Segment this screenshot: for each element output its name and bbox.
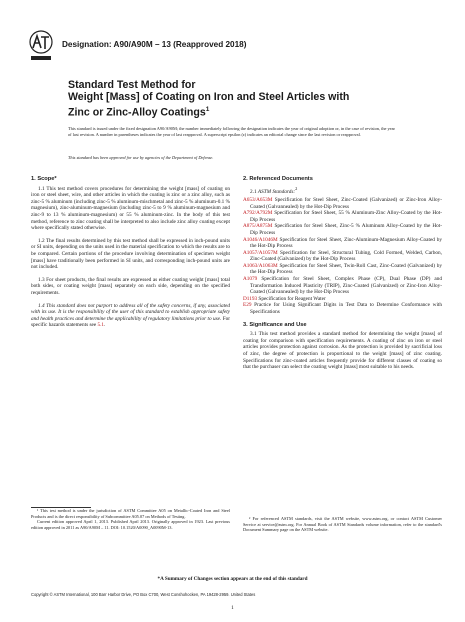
astm-standards-subheading: 2.1 ASTM Standards:$^2$ xyxy=(250,185,298,195)
designation: Designation: A90/A90M – 13 (Reapproved 2018) xyxy=(62,40,247,49)
reference-item: A1057/A1057M Specification for Steel, Structural Tubing, Cold Formed, Welded, Carbon, Zinc-Coated (Galvanized) by the Hot-Dip Process xyxy=(243,249,442,263)
reference-item: A1079 Specification for Steel Sheet, Complex Phase (CP), Dual Phase (DP) and Transformation Induced Plasticity (TRIP), Zinc-Coated (Galvanized) or Zinc-Iron Alloy-Coated (Galvannealed) by the Hot-Dip Process xyxy=(243,276,442,296)
reference-item: A1046/A1046M Specification for Steel Sheet, Zinc-Aluminum-Magnesium Alloy-Coated by the Hot-Dip Process xyxy=(243,236,442,250)
left-column xyxy=(31,176,230,335)
reference-code-link[interactable]: E29 xyxy=(243,302,252,309)
title-footnote-mark: 1 xyxy=(205,105,210,113)
paragraph-1-3: 1.3 For sheet products, the final results are expressed as either coating weight [mass] total both sides, or coating weight [mass] separately on each side, depending on the specified requirements. xyxy=(31,276,230,296)
reference-item: A653/A653M Specification for Steel Sheet, Zinc-Coated (Galvanized) or Zinc-Iron Alloy-Coated (Galvannealed) by the Hot-Dip Process xyxy=(243,196,442,210)
footnote-2: ² For referenced ASTM standards, visit the ASTM website, www.astm.org, or contact ASTM Customer Service at service@astm.org. For Annual Book of ASTM Standards volume information, refer to the standard's Document Summary page on the ASTM website. xyxy=(243,516,442,532)
footnote-left xyxy=(31,507,230,530)
issued-note: This standard is issued under the fixed designation A90/A90M; the number immediately following the designation indicates the year of original adoption or, in the case of revision, the year of last revision. A number in parentheses indicates the year of last reapproval. A superscript epsilon (ε) indicates an editorial change since the last revision or reapproval. xyxy=(68,126,395,137)
document-title xyxy=(68,80,388,119)
footnote-right xyxy=(243,516,442,533)
copyright-line: Copyright © ASTM International, 100 Barr Harbor Drive, PO Box C700, West Conshohocken, PA 19428-2959. United States xyxy=(31,592,256,597)
right-column xyxy=(243,176,442,377)
reference-code-link[interactable]: A653/A653M xyxy=(243,196,273,203)
footnote-1: ¹ This test method is under the jurisdiction of ASTM Committee A05 on Metallic-Coated Iron and Steel Products and is the direct responsibility of Subcommittee A05.07 on Methods of Testing. xyxy=(31,508,230,519)
section-5-1-link[interactable]: 5.1 xyxy=(97,322,105,329)
reference-code-link[interactable]: A1079 xyxy=(243,276,258,283)
reference-code-link[interactable]: A1063/A1063M xyxy=(243,262,278,269)
reference-code-link[interactable]: A792/A792M xyxy=(243,210,273,217)
paragraph-1-2: 1.2 The final results determined by this test method shall be expressed in inch-pound units or SI units, depending on the units used in the material specification to which the results are to be compared. Certain portions of the procedure involving determination of specimen weight [mass] have traditionally been performed in SI units, and corresponding inch-pound units are not included. xyxy=(31,237,230,271)
footnote-1-edition: Current edition approved April 1, 2013. Published April 2013. Originally approved in 1923. Last previous edition approved in 2011 as A90/A90M – 11. DOI: 10.1520/A0090_A0090M-13. xyxy=(31,519,230,530)
reference-item: A875/A875M Specification for Steel Sheet, Zinc-5 % Aluminum Alloy-Coated by the Hot-Dip Process xyxy=(243,223,442,236)
reference-code-link[interactable]: A875/A875M xyxy=(243,223,273,230)
page-number: 1 xyxy=(231,605,234,611)
reference-item: E29 Practice for Using Significant Digits in Test Data to Determine Conformance with Specifications xyxy=(243,302,442,316)
reference-code-link[interactable]: D1193 xyxy=(243,295,258,302)
approved-note: This standard has been approved for use by agencies of the Department of Defense. xyxy=(68,155,214,160)
reference-code-link[interactable]: A1046/A1046M xyxy=(243,236,278,243)
title-line-2: Weight [Mass] of Coating on Iron and Steel Articles with xyxy=(68,90,350,103)
paragraph-3-1: 3.1 This test method provides a standard method for determining the weight [mass] of coating for comparison with specification requirements. A coating of zinc on iron or steel articles provides protection against corrosion. As the protection is provided by sacrificial loss of zinc, the degree of protection is proportional to the weight [mass] of zinc coating. Specifications for zinc-coated articles frequently provide for different classes of coating so that the purchaser can select the coating weight [mass] most suitable to his needs. xyxy=(243,331,442,371)
reference-item: A1063/A1063M Specification for Steel Sheet, Twin-Roll Cast, Zinc-Coated (Galvanized) by the Hot-Dip Process xyxy=(243,262,442,276)
section-2-heading: 2. Referenced Documents xyxy=(243,176,313,182)
title-line-3: Zinc or Zinc-Alloy Coatings$^1$ xyxy=(68,105,210,119)
paragraph-1-4: 1.4 This standard does not purport to address all of the safety concerns, if any, associated with its use. It is the responsibility of the user of this standard to establish appropriate safety and health practices and determine the applicability of regulatory limitations prior to use. For specific hazards statements see 5.1. xyxy=(31,302,231,329)
reference-list xyxy=(243,197,442,316)
reference-code-link[interactable]: A1057/A1057M xyxy=(243,249,278,256)
paragraph-1-1: 1.1 This test method covers procedures for determining the weight [mass] of coating on iron or steel sheet, wire, and other articles in which the coating is zinc or a zinc alloy, such as zinc-5 % aluminum (including zinc-5 % aluminum-mischmetal and zinc-5 % aluminum-0.1 % magnesium), zinc-aluminum-magnesium (including zinc-5 to 9 % aluminum-magnesium and zinc-9 to 13 % aluminum-magnesium) or 55 % aluminum-zinc. In the body of this test method, reference to zinc coating shall be interpreted to also include zinc alloy coating except where specifically stated otherwise. xyxy=(31,185,230,232)
title-line-1: Standard Test Method for xyxy=(68,79,196,91)
section-1-heading: 1. Scope* xyxy=(31,176,57,182)
section-3-heading: 3. Significance and Use xyxy=(243,321,307,328)
reference-item: A792/A792M Specification for Steel Sheet, 55 % Aluminum-Zinc Alloy-Coated by the Hot-Dip Process xyxy=(243,210,442,223)
summary-of-changes-note: *A Summary of Changes section appears at the end of this standard xyxy=(157,576,308,582)
reference-item: D1193 Specification for Reagent Water xyxy=(243,295,326,302)
astm-logo-icon xyxy=(29,30,53,64)
